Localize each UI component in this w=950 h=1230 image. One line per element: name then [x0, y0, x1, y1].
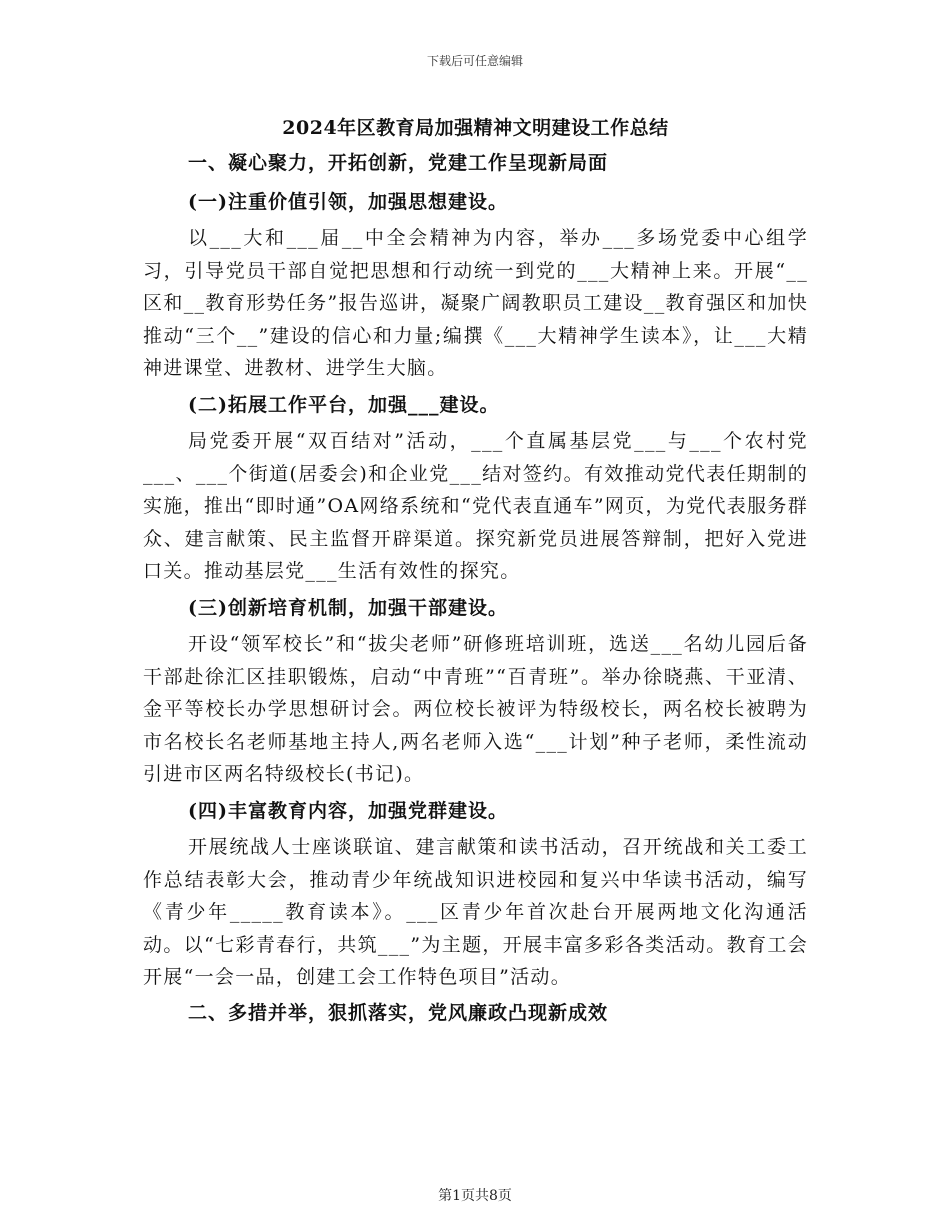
subsection-heading-2: (二)拓展工作平台，加强___建设。: [188, 393, 500, 416]
paragraph-3: 开设“领军校长”和“拔尖老师”研修班培训班，选送___名幼儿园后备干部赴徐汇区挂职锻炼，启动“中青班”“百青班”。举办徐晓燕、干亚清、金平等校长办学思想研讨会。两位校长被评为特级校长，两名校长被聘为市名校长名老师基地主持人,两名老师入选“___计划”种子老师，柔性流动引进市区两名特级校长(书记)。: [143, 632, 808, 786]
subsection-heading-1: (一)注重价值引领，加强思想建设。: [188, 191, 508, 213]
paragraph-2: 局党委开展“双百结对”活动，___个直属基层党___与___个农村党___、___个街道(居委会)和企业党___结对签约。有效推动党代表任期制的实施，推出“即时通”OA网络系统和“党代表直通车”网页，为党代表服务群众、建言献策、民主监督开辟渠道。探究新党员进展答辩制，把好入党进口关。推动基层党___生活有效性的探究。: [143, 429, 808, 583]
subsection-heading-4: (四)丰富教育内容，加强党群建设。: [188, 799, 508, 822]
paragraph-1: 以___大和___届__中全会精神为内容，举办___多场党委中心组学习，引导党员干部自觉把思想和行动统一到党的___大精神上来。开展“__区和__教育形势任务”报告巡讲，凝聚广阔教职员工建设__教育强区和加快推动“三个__”建设的信心和力量;编撰《___大精神学生读本》，让___大精神进课堂、进教材、进学生大脑。: [143, 227, 808, 380]
document-body: [143, 112, 808, 1032]
header-note: 下载后可任意编辑: [426, 54, 523, 68]
section-heading-1: 一、凝心聚力，开拓创新，党建工作呈现新局面: [188, 152, 609, 174]
section-heading-2: 二、多措并举，狠抓落实，党风廉政凸现新成效: [188, 1001, 609, 1024]
page-number-footer: 第1页共8页: [438, 1188, 512, 1204]
paragraph-4: 开展统战人士座谈联谊、建言献策和读书活动，召开统战和关工委工作总结表彰大会，推动青少年统战知识进校园和复兴中华读书活动，编写《青少年_____教育读本》。___区青少年首次赴台开展两地文化沟通活动。以“七彩青春行，共筑___”为主题，开展丰富多彩各类活动。教育工会开展“一会一品，创建工会工作特色项目”活动。: [143, 835, 808, 989]
document-title: 2024年区教育局加强精神文明建设工作总结: [282, 117, 669, 139]
subsection-heading-3: (三)创新培育机制，加强干部建设。: [188, 596, 508, 619]
